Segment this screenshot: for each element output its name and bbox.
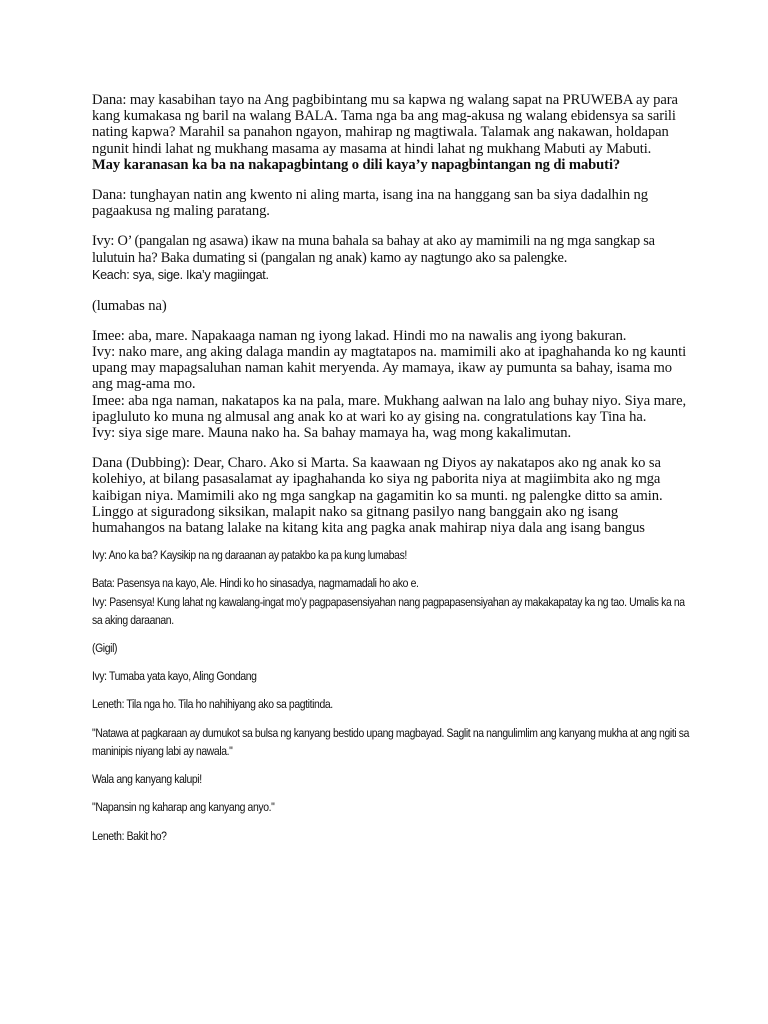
dana-intro-paragraph: Dana: tunghayan natin ang kwento ni aling marta, isang ina na hanggang san ba siya dadalhin ng pagaakusa ng maling paratang. <box>92 187 648 220</box>
leneth-line-1: Leneth: Tila nga ho. Tila ho nahihiyang ako sa pagtitinda. <box>92 697 333 712</box>
intro-question: May karanasan ka ba na nakapagbintang o dili kaya’y napagbintangan ng di mabuti? <box>92 156 621 173</box>
narration-3: "Napansin ng kaharap ang kanyang anyo." <box>92 800 275 815</box>
ivy-line-3: Ivy: siya sige mare. Mauna nako ha. Sa bahay mamaya ha, wag mong kakalimutan. <box>92 425 572 442</box>
stage-direction-gigil: (Gigil) <box>92 641 118 656</box>
bata-line: Bata: Pasensya na kayo, Ale. Hindi ko ho sinasadya, nagmamadali ho ako e. <box>92 576 419 591</box>
ivy-line-6: Ivy: Tumaba yata kayo, Aling Gondang <box>92 669 257 684</box>
condensed-section <box>92 546 690 844</box>
narration-2: Wala ang kanyang kalupi! <box>92 772 202 787</box>
leneth-line-2: Leneth: Bakit ho? <box>92 828 167 843</box>
keach-line: Keach: sya, sige. Ika’y magiingat. <box>92 268 269 283</box>
document-page <box>92 92 692 845</box>
narration-1: "Natawa at pagkaraan ay dumukot sa bulsa ng kanyang bestido upang magbayad. Saglit na nangulimlim ang kanyang mukha at ang ngiti sa maninipis niyang labi ay nawala." <box>92 725 690 758</box>
ivy-line-2: Ivy: nako mare, ang aking dalaga mandin ay magtatapos na. mamimili ako at ipaghahanda ko ng kaunti upang may mapagsaluhan naman kahit meryenda. Ay mamaya, ikaw ay pumunta sa bahay, isama mo ang mag-ama mo. <box>92 344 687 393</box>
dana-dubbing-paragraph: Dana (Dubbing): Dear, Charo. Ako si Marta. Sa kaawaan ng Diyos ay nakatapos ako ng anak ko sa kolehiyo, at bilang pasasalamat ay ipaghahanda ko siya ng paborita niya at magiimbita ako ng mga kaibigan niya. Mamimili ako ng mga sangkap na gagamitin ko sa munti. ng palengke ditto sa amin. Linggo at siguradong siksikan, malapit nako sa gitnang pasilyo nang banggain ako ng isang humahangos na batang lalake na kitang kita ang pagka anak mahirap niya dala ang isang bangus <box>92 455 663 537</box>
imee-line-2: Imee: aba nga naman, nakatapos ka na pala, mare. Mukhang aalwan na lalo ang buhay niyo. Siya mare, ipagluluto ko muna ng almusal ang anak ko at wari ko ay gising na. congratulations kay Tina ha. <box>92 392 686 425</box>
ivy-line-1: Ivy: O’ (pangalan ng asawa) ikaw na muna bahala sa bahay at ako ay mamimili na ng mga sangkap sa lulutuin ha? Baka dumating si (pangalan ng anak) kamo ay nagtungo ako sa palengke. <box>92 233 655 267</box>
ivy-line-5: Ivy: Pasensya! Kung lahat ng kawalang-ingat mo’y pagpapasensiyahan nang pagpapasensiyahan ay makakapatay ka ng tao. Umalis ka na sa aking daraanan. <box>92 594 685 627</box>
serif-section <box>92 92 692 536</box>
imee-line-1: Imee: aba, mare. Napakaaga naman ng iyong lakad. Hindi mo na nawalis ang iyong bakuran. <box>92 327 627 344</box>
ivy-line-4: Ivy: Ano ka ba? Kaysikip na ng daraanan ay patakbo ka pa kung lumabas! <box>92 548 407 563</box>
stage-direction-lumabas: (lumabas na) <box>92 297 167 314</box>
intro-paragraph: Dana: may kasabihan tayo na Ang pagbibintang mu sa kapwa ng walang sapat na PRUWEBA ay para kang kumakasa ng baril na walang BALA. Tama nga ba ang mag-akusa ng walang ebidensya sa sarili nating kapwa? Marahil sa panahon ngayon, mahirap ng magtiwala. Talamak ang nakawan, holdapan ngunit hindi lahat ng mukhang masama ay masama at hindi lahat ng mukhang Mabuti ay Mabuti. <box>92 92 678 157</box>
